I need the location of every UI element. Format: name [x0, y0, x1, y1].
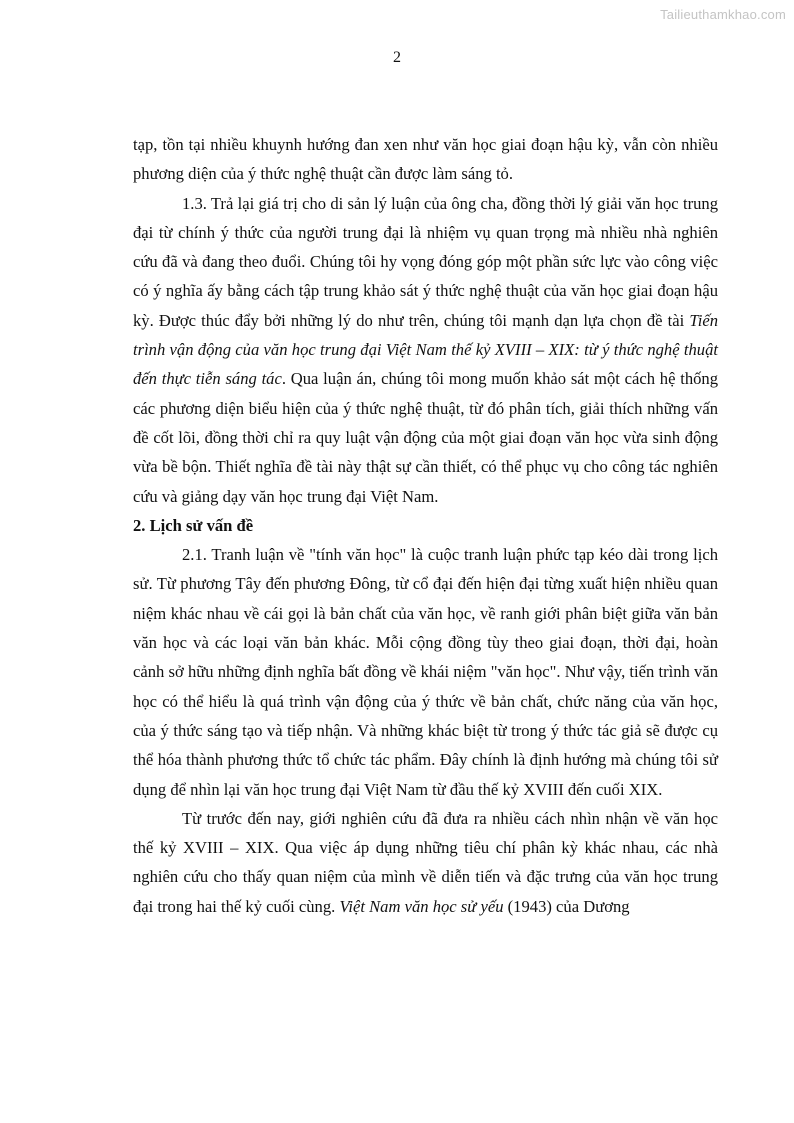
paragraph-text: Từ trước đến nay, giới nghiên cứu đã đưa ra nhiều cách nhìn nhận về văn học thế kỷ XVIII – XIX. Qua việc áp dụng những tiêu chí phân kỳ khác nhau, các nhà nghiên cứu cho thấy quan niệm của mình về diễn tiến và đặc trưng của văn học trung đại trong hai thế kỷ cuối cùng. [133, 808, 718, 916]
document-body [133, 130, 718, 921]
paragraph-2-1: 2.1. Tranh luận về "tính văn học" là cuộc tranh luận phức tạp kéo dài trong lịch sử. Từ phương Tây đến phương Đông, từ cổ đại đến hiện đại từng xuất hiện nhiều quan niệm khác nhau về cái gọi là bản chất của văn học, về ranh giới phân biệt giữa văn bản văn học và các loại văn bản khác. Mỗi cộng đồng tùy theo giai đoạn, thời đại, hoàn cảnh sở hữu những định nghĩa bất đồng về khái niệm "văn học". Như vậy, tiến trình văn học có thể hiểu là quá trình vận động của ý thức về bản chất, chức năng của văn học, của ý thức sáng tạo và tiếp nhận. Và những khác biệt từ trong ý thức tác giả sẽ được cụ thể hóa thành phương thức tổ chức tác phẩm. Đây chính là định hướng mà chúng tôi sử dụng để nhìn lại văn học trung đại Việt Nam từ đầu thế kỷ XVIII đến cuối XIX. [133, 545, 718, 799]
paragraph-history [133, 804, 718, 921]
paragraph-text: . Qua luận án, chúng tôi mong muốn khảo sát một cách hệ thống các phương diện biểu hiện của ý thức nghệ thuật, từ đó phân tích, giải thích những vấn đề cốt lõi, đồng thời chỉ ra quy luật vận động của một giai đoạn văn học vừa sinh động vừa bề bộn. Thiết nghĩa đề tài này thật sự cần thiết, có thể phục vụ cho công tác nghiên cứu và giảng dạy văn học trung đại Việt Nam. [133, 369, 719, 506]
paragraph-continued: tạp, tồn tại nhiều khuynh hướng đan xen như văn học giai đoạn hậu kỳ, vẫn còn nhiều phương diện của ý thức nghệ thuật cần được làm sáng tỏ. [133, 135, 718, 184]
paragraph-1-3 [133, 189, 718, 511]
page-number: 2 [393, 49, 401, 66]
paragraph-text: (1943) của Dương [503, 896, 630, 916]
thesis-title: Tiến trình vận động của văn học trung đại Việt Nam thế kỷ XVIII – XIX: từ ý thức nghệ thuật đến thực tiễn sáng tác [133, 310, 718, 389]
watermark: Tailieuthamkhao.com [660, 7, 786, 22]
book-title: Việt Nam văn học sử yếu [339, 896, 504, 916]
section-heading: 2. Lịch sử vấn đề [133, 515, 254, 535]
paragraph-text: 1.3. Trả lại giá trị cho di sản lý luận của ông cha, đồng thời lý giải văn học trung đại từ chính ý thức của người trung đại là nhiệm vụ quan trọng mà nhiều nhà nghiên cứu đã và đang theo đuổi. Chúng tôi hy vọng đóng góp một phần sức lực vào công việc có ý nghĩa ấy bằng cách tập trung khảo sát ý thức nghệ thuật của văn học giai đoạn hậu kỳ. Được thúc đẩy bởi những lý do như trên, chúng tôi mạnh dạn lựa chọn đề tài [133, 193, 718, 330]
